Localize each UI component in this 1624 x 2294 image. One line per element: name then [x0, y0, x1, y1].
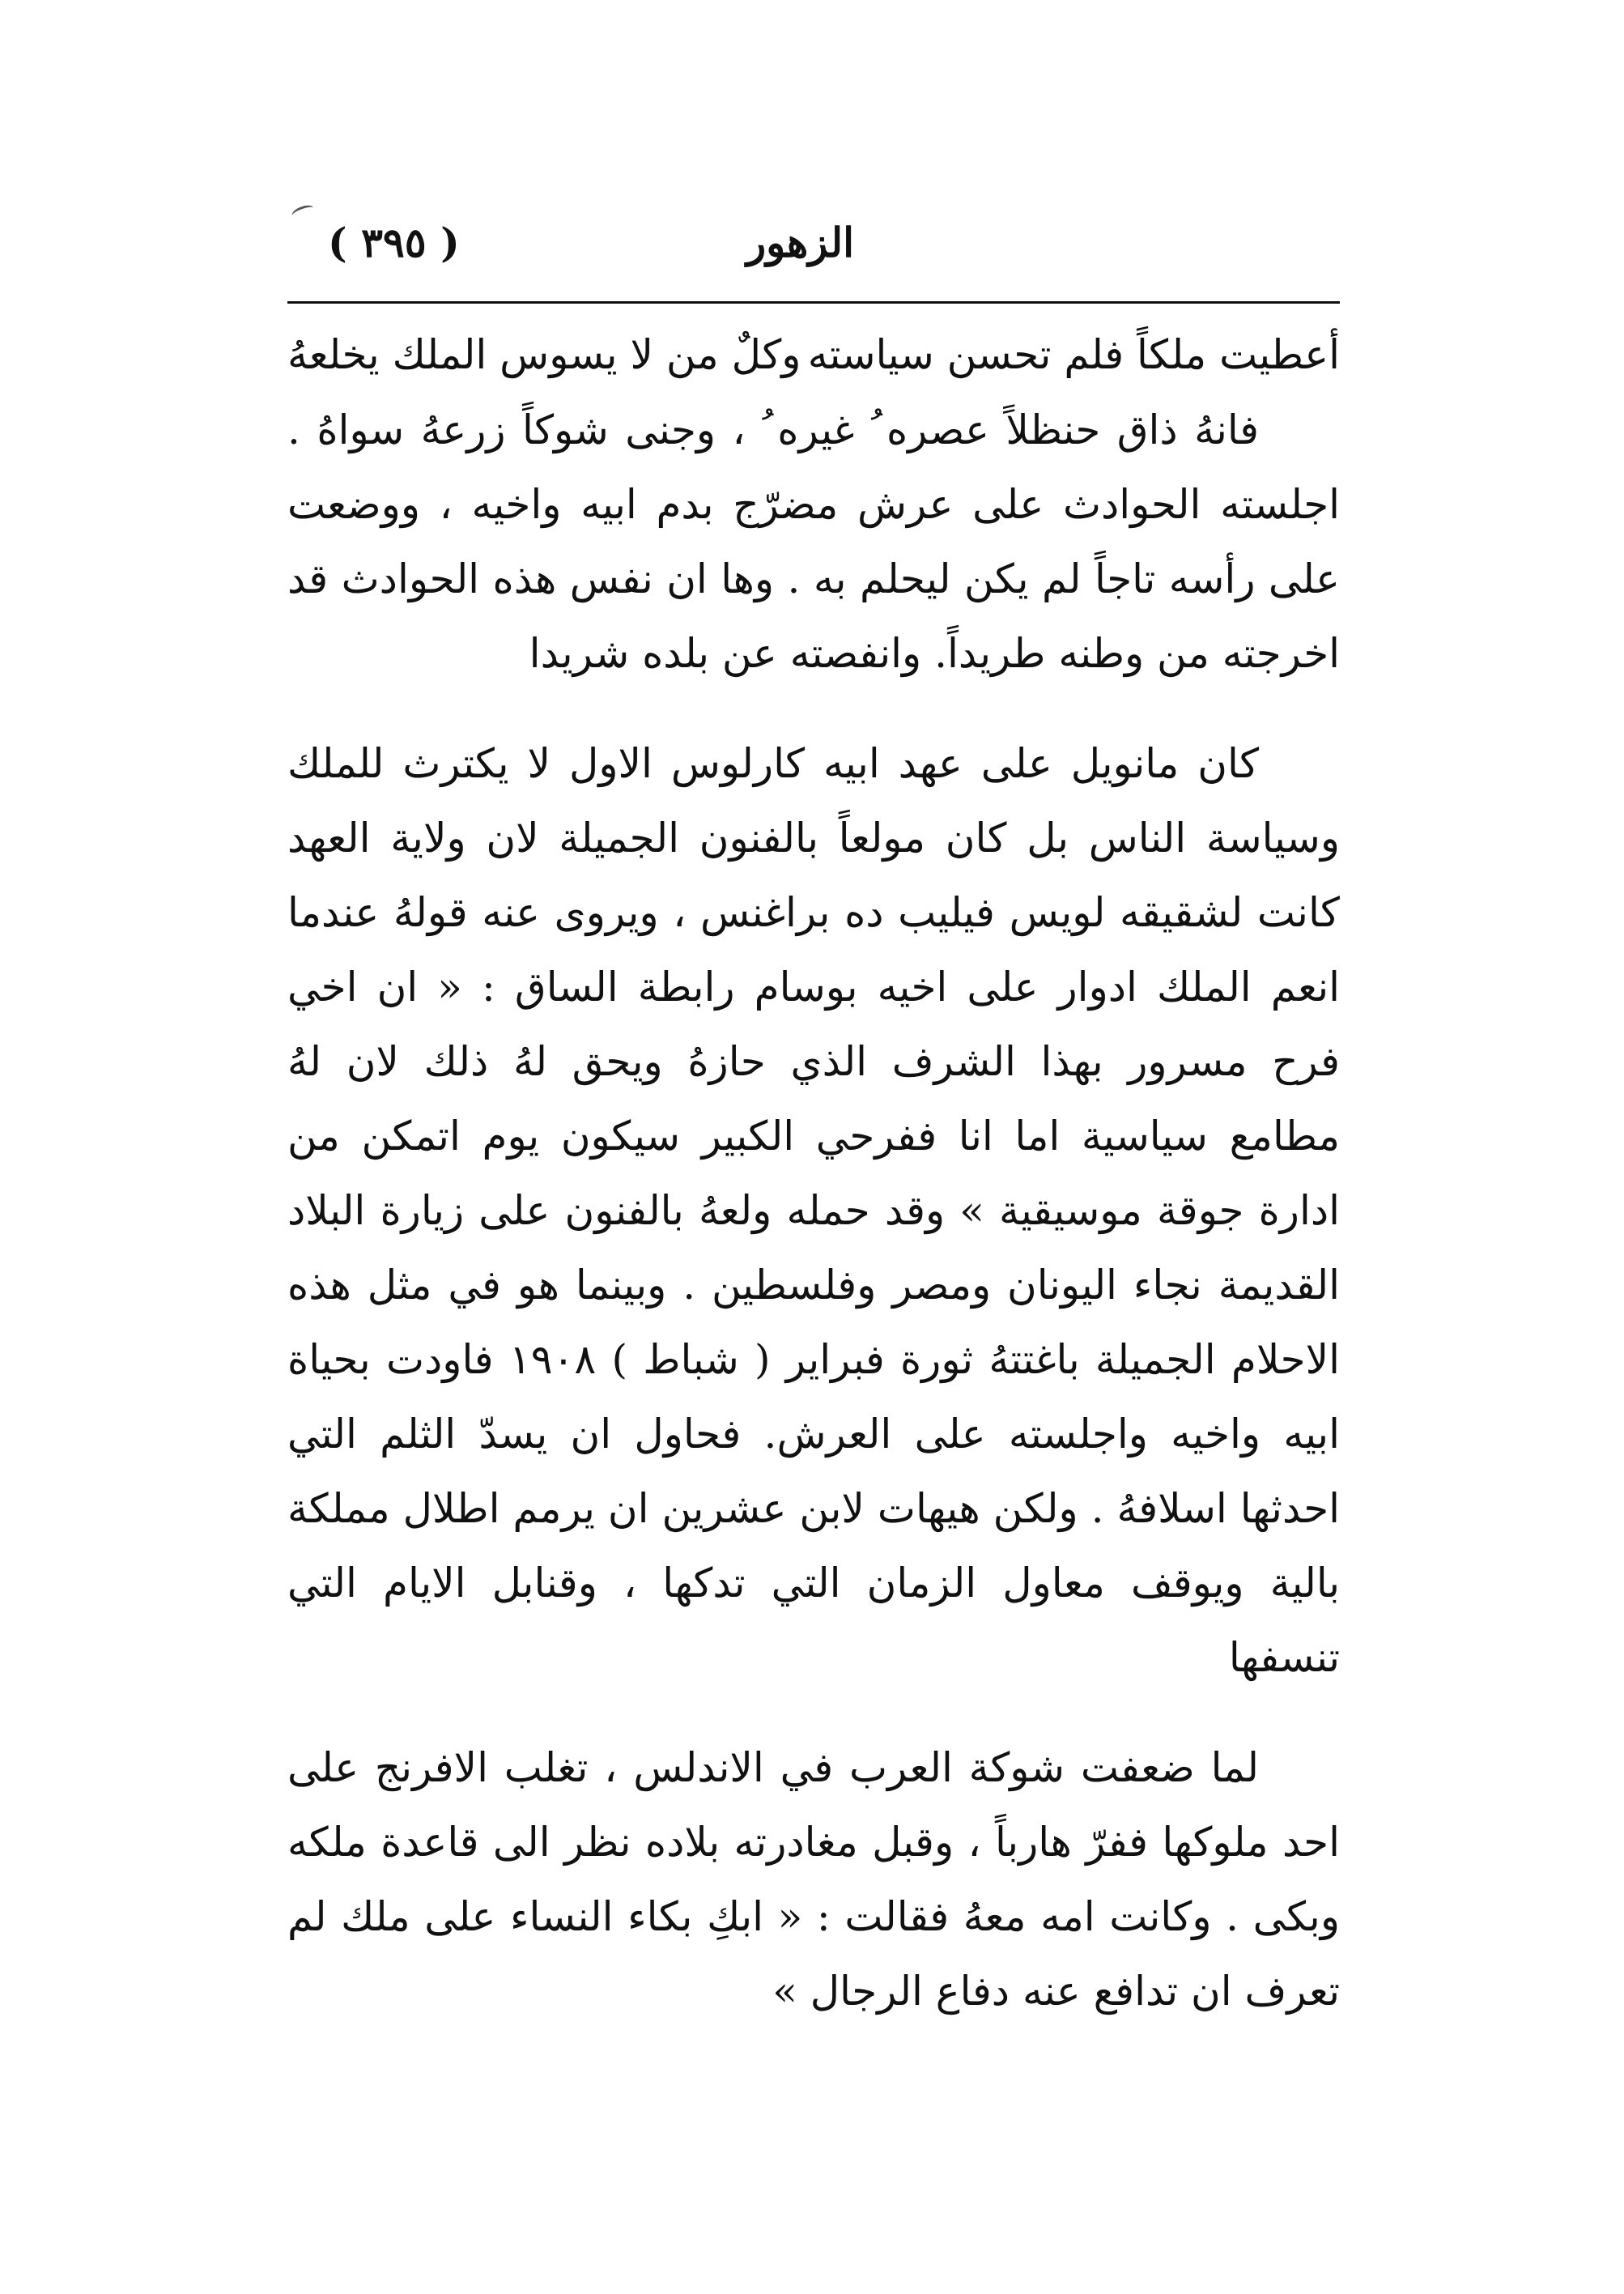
- body-text: [287, 316, 1340, 2028]
- paragraph-spacer: [287, 1695, 1340, 1730]
- text-line: لما ضعفت شوكة العرب في الاندلس ، تغلب الافرنج على احد: [287, 1744, 1340, 1866]
- text-line: الحوادث على عرش مضرّج بدم ابيه واخيه ، ووضعت على رأسه تاجاً لم: [287, 481, 1340, 602]
- text-line: فحاول ان يسدّ الثلم التي احدثها اسلافهُ . ولكن هيهات لابن عشرين ان: [287, 1411, 1340, 1532]
- paragraph-2: [287, 726, 1340, 1695]
- text-line: الناس بل كان مولعاً بالفنون الجميلة لان ولاية العهد كانت لشقيقه لويس: [287, 815, 1340, 936]
- text-line: امه معهُ فقالت : « ابكِ بكاء النساء على ملك لم تعرف ان تدافع عنه: [287, 1893, 1340, 2015]
- text-line: ذلك لان لهُ مطامع سياسية اما انا ففرحي الكبير سيكون يوم اتمكن من: [287, 1038, 1340, 1160]
- text-line: ادارة جوقة موسيقية » وقد حمله ولعهُ بالفنون على زيارة البلاد القديمة: [287, 1187, 1340, 1309]
- text-line: نجاء اليونان ومصر وفلسطين . وبينما هو في مثل هذه الاحلام الجميلة باغتتهُ: [287, 1262, 1340, 1383]
- running-title: الزهور: [746, 219, 854, 266]
- poem-verse: [287, 316, 1340, 393]
- text-line: ثورة فبراير ( شباط ) ١٩٠٨ فاودت بحياة ابيه واخيه واجلسته على العرش.: [287, 1336, 1340, 1458]
- text-line: التي تنسفها: [287, 1560, 1340, 1681]
- text-line: وانفصته عن بلده شريدا: [529, 630, 922, 677]
- text-line: فانهُ ذاق حنظلاً عصره ُ غيره ُ ، وجنى شوكاً زرعهُ سواهُ . اجلسته: [287, 406, 1340, 528]
- header-rule: [287, 301, 1340, 304]
- text-line: رابطة الساق : « ان اخي فرح مسرور بهذا الشرف الذي حازهُ ويحق لهُ: [287, 964, 1340, 1085]
- text-line: يكن ليحلم به . وها ان نفس هذه الحوادث قد اخرجته من وطنه طريداً.: [287, 555, 1340, 677]
- paragraph-1: [287, 393, 1340, 691]
- verse-first-hemistich: أعطيت ملكاً فلم تحسن سياسته: [807, 330, 1340, 378]
- text-line: فيليب ده براغنس ، ويروى عنه قولهُ عندما انعم الملك ادوار على اخيه بوسام: [287, 889, 1340, 1011]
- text-line: كان مانويل على عهد ابيه كارلوس الاول لا يكترث للملك وسياسة: [287, 740, 1340, 862]
- page-header: [287, 219, 1340, 292]
- paragraph-spacer: [287, 691, 1340, 726]
- text-line: ملوكها ففرّ هارباً ، وقبل مغادرته بلاده نظر الى قاعدة ملكه وبكى . وكانت: [287, 1819, 1340, 1940]
- text-line: يرمم اطلال مملكة بالية ويوقف معاول الزمان التي تدكها ، وقنابل الايام: [287, 1485, 1340, 1607]
- verse-second-hemistich: وكلٌ من لا يسوس الملك يخلعهُ: [287, 330, 801, 378]
- page-number: ( ٣٩٥ ): [328, 219, 460, 266]
- text-line: دفاع الرجال »: [772, 1968, 1010, 2015]
- paragraph-3: [287, 1730, 1340, 2028]
